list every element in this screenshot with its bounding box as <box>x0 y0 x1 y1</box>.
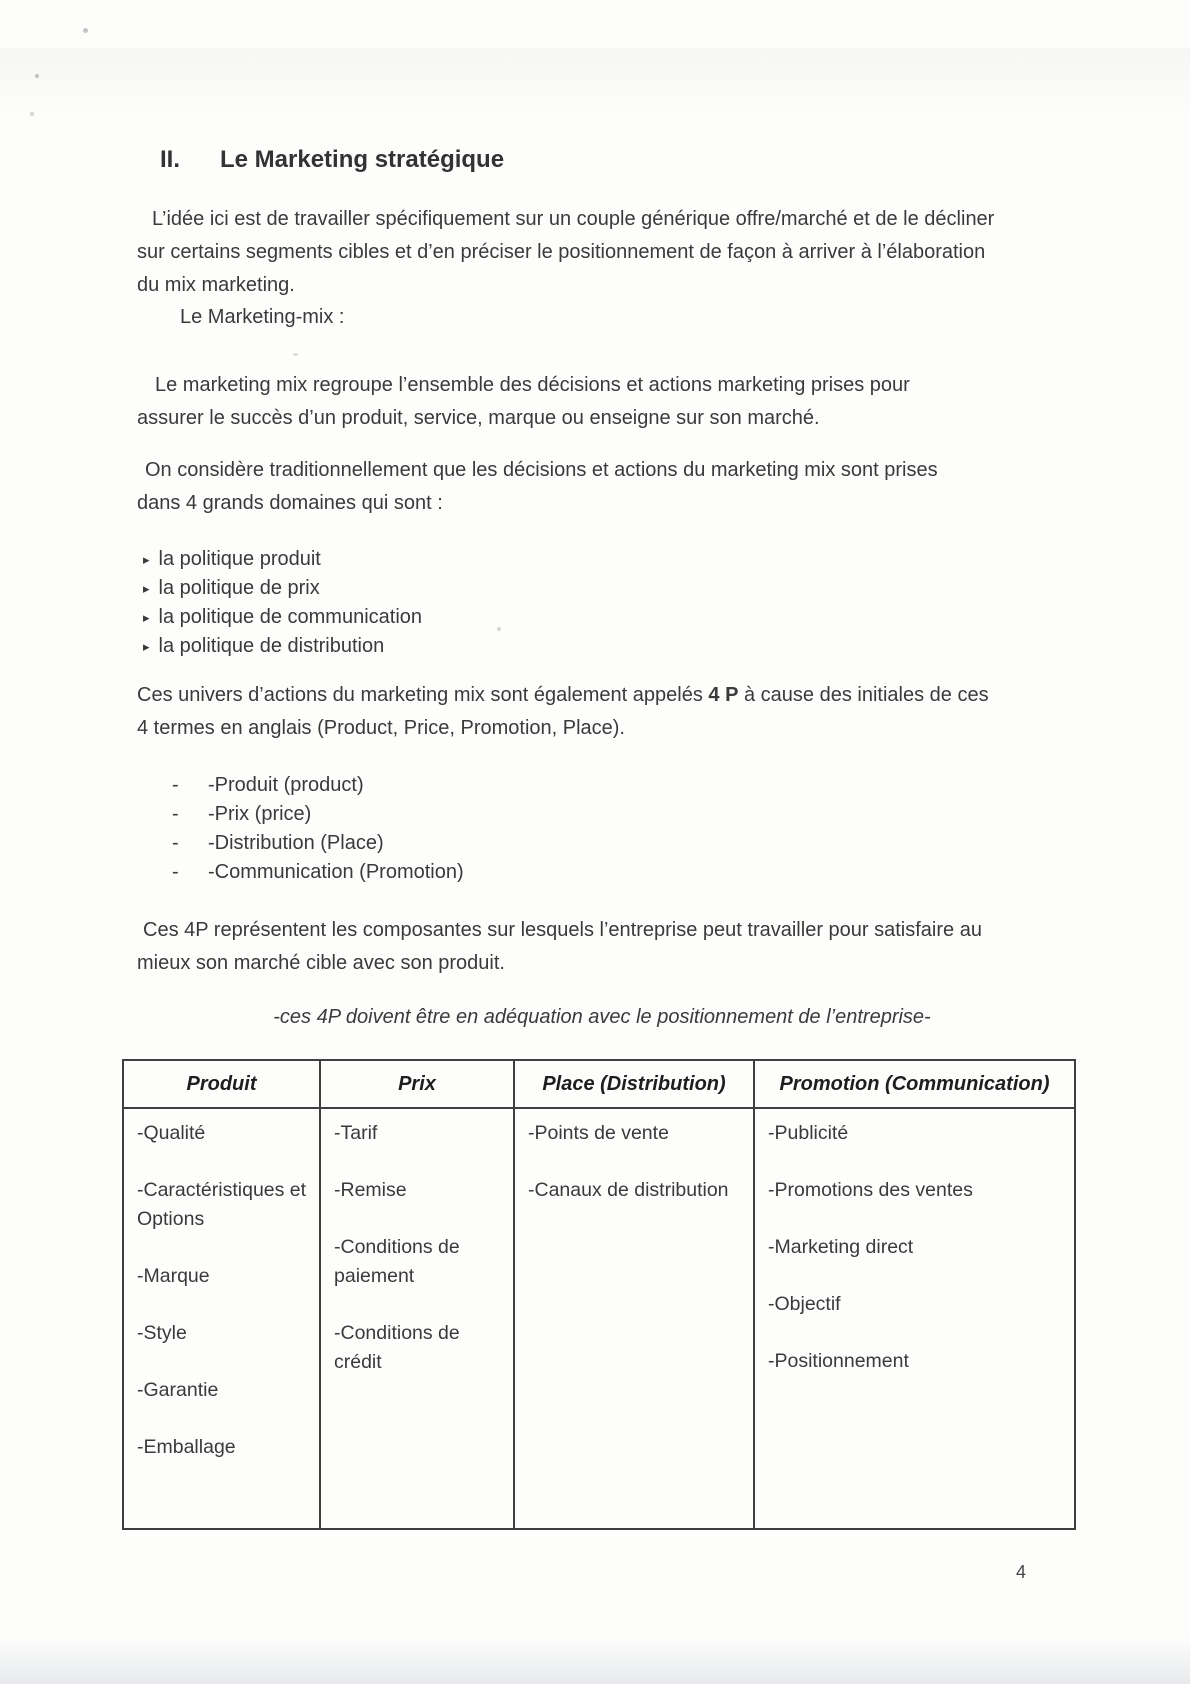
table-cell-item: -Canaux de distribution <box>528 1179 729 1201</box>
table-cell-item: -Publicité <box>768 1122 849 1144</box>
paragraph-mix-definition: Le marketing mix regroupe l’ensemble des décisions et actions marketing prises pour assurer le succès d’un produit, service, marque ou enseigne sur son marché. <box>137 374 910 429</box>
list-item <box>143 603 422 632</box>
four-p-pre: Ces univers d’actions du marketing mix sont également appelés <box>137 684 709 706</box>
bullet-text: la politique de communication <box>158 606 423 628</box>
cell-produit <box>123 1108 320 1529</box>
dash-item-text: -Communication (Promotion) <box>208 861 464 883</box>
table-cell-item: -Points de vente <box>528 1122 669 1144</box>
scan-speck <box>83 28 88 33</box>
table-cell-item: -Objectif <box>768 1293 841 1315</box>
cell-place <box>514 1108 754 1529</box>
bullet-text: la politique de distribution <box>158 635 385 657</box>
table-cell-item: -Conditions de crédit <box>334 1322 460 1373</box>
scan-artifact-band-bottom <box>0 1638 1190 1684</box>
scan-speck <box>497 627 501 631</box>
dash-bullet-icon: - <box>172 832 179 854</box>
section-heading <box>160 146 504 174</box>
triangle-bullet-icon: ▸ <box>143 553 150 568</box>
column-header-place: Place (Distribution) <box>514 1060 754 1108</box>
cell-promotion <box>754 1108 1075 1529</box>
triangle-bullet-icon: ▸ <box>143 611 150 626</box>
table-cell-item: -Emballage <box>137 1436 236 1458</box>
list-item <box>143 574 422 603</box>
dash-bullet-icon: - <box>172 803 179 825</box>
four-p-dash-list <box>172 771 464 887</box>
table-cell-item: -Positionnement <box>768 1350 909 1372</box>
four-p-bold: 4 P <box>708 684 739 706</box>
table-cell-item: -Marque <box>137 1265 210 1287</box>
list-item <box>172 800 464 829</box>
list-item <box>172 771 464 800</box>
scan-speck <box>35 74 39 78</box>
page-number: 4 <box>1016 1562 1027 1582</box>
paragraph-intro: L’idée ici est de travailler spécifiquement sur un couple générique offre/marché et de le décliner sur certains segments cibles et d’en préciser le positionnement de façon à arriver à l’élaboration du mix marketing. <box>137 208 995 296</box>
list-item <box>172 829 464 858</box>
bullet-text: la politique produit <box>158 548 321 570</box>
column-header-promotion: Promotion (Communication) <box>754 1060 1075 1108</box>
section-title-text: Le Marketing stratégique <box>220 146 505 173</box>
dash-item-text: -Prix (price) <box>208 803 312 825</box>
paragraph-four-p <box>137 679 1002 745</box>
triangle-bullet-icon: ▸ <box>143 640 150 655</box>
list-item <box>143 632 422 661</box>
table-cell-item: -Caractéristiques et Options <box>137 1179 307 1230</box>
adequation-note: -ces 4P doivent être en adéquation avec le positionnement de l’entreprise- <box>273 1006 931 1028</box>
table-cell-item: -Marketing direct <box>768 1236 914 1258</box>
marketing-mix-table <box>122 1059 1076 1530</box>
section-number: II. <box>160 146 181 173</box>
list-item <box>172 858 464 887</box>
bullet-text: la politique de prix <box>158 577 320 599</box>
policy-bullet-list <box>143 545 422 661</box>
paragraph-four-domains: On considère traditionnellement que les décisions et actions du marketing mix sont prises dans 4 grands domaines qui sont : <box>137 459 938 514</box>
list-item <box>143 545 422 574</box>
table-cell-item: -Conditions de paiement <box>334 1236 460 1287</box>
marketing-mix-label: Le Marketing-mix : <box>180 306 345 328</box>
cell-prix <box>320 1108 514 1529</box>
table-cell-item: -Qualité <box>137 1122 206 1144</box>
triangle-bullet-icon: ▸ <box>143 582 150 597</box>
dash-item-text: -Produit (product) <box>208 774 364 796</box>
table-cell-item: -Garantie <box>137 1379 219 1401</box>
scan-speck <box>30 112 34 116</box>
table-cell-item: -Remise <box>334 1179 407 1201</box>
paragraph-components: Ces 4P représentent les composantes sur lesquels l’entreprise peut travailler pour satisfaire au mieux son marché cible avec son produit. <box>137 919 982 974</box>
four-p-post: à cause des initiales de ces 4 termes en anglais (Product, Price, Promotion, Place). <box>137 684 989 739</box>
table-cell-item: -Tarif <box>334 1122 378 1144</box>
column-header-prix: Prix <box>320 1060 514 1108</box>
table-header-row <box>123 1060 1075 1108</box>
column-header-produit: Produit <box>123 1060 320 1108</box>
table-cell-item: -Promotions des ventes <box>768 1179 973 1201</box>
dash-bullet-icon: - <box>172 774 179 796</box>
scan-speck <box>293 353 298 356</box>
table-cell-item: -Style <box>137 1322 187 1344</box>
table-body-row <box>123 1108 1075 1529</box>
dash-item-text: -Distribution (Place) <box>208 832 384 854</box>
scan-artifact-band-top <box>0 48 1190 110</box>
dash-bullet-icon: - <box>172 861 179 883</box>
